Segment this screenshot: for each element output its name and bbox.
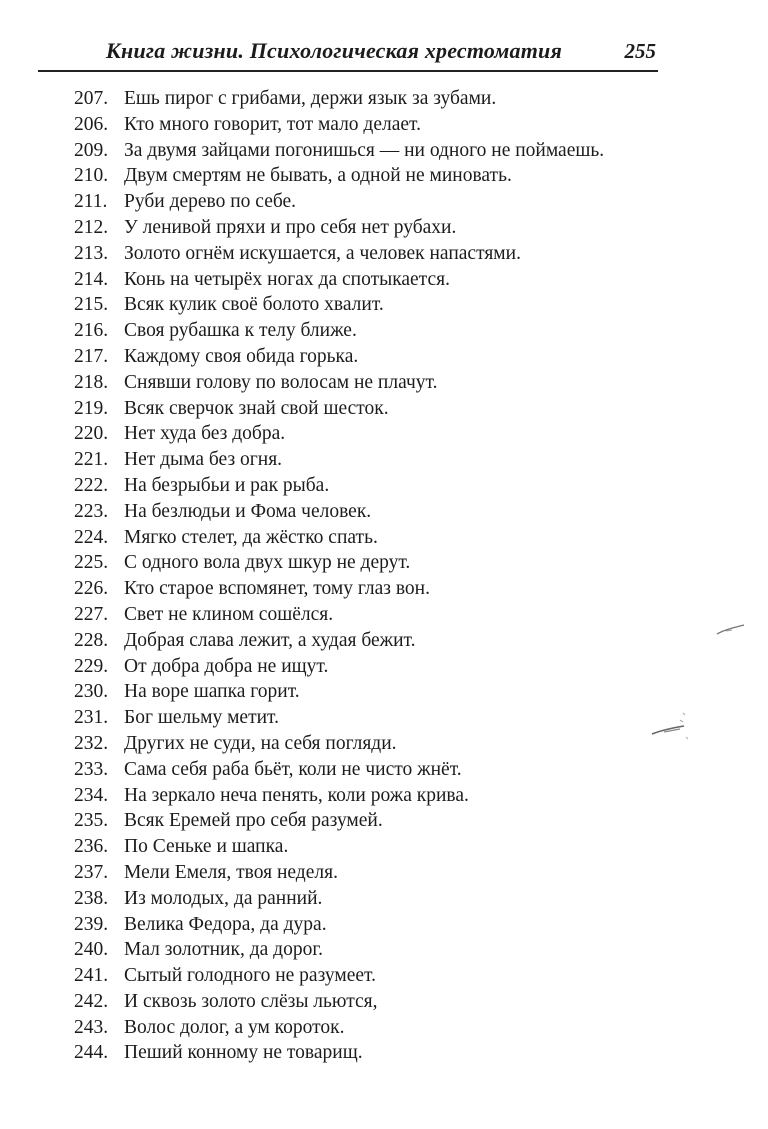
proverb-text: На зеркало неча пенять, коли рожа крива. (124, 784, 469, 806)
proverb-number: 207. (74, 88, 109, 109)
proverb-number: 238. (74, 887, 109, 909)
proverb-text: Свет не клином сошёлся. (124, 603, 334, 625)
proverb-item (74, 731, 694, 757)
proverb-item (74, 318, 694, 344)
proverb-number: 215. (74, 294, 109, 316)
proverb-item (74, 267, 694, 293)
proverb-text: Мал золотник, да дорог. (124, 939, 323, 961)
proverb-item (74, 808, 694, 834)
proverb-text: И сквозь золото слёзы льются, (124, 990, 378, 1012)
proverb-text: Снявши голову по волосам не плачут. (124, 371, 438, 393)
proverb-item (74, 189, 694, 215)
proverb-number: 232. (74, 732, 109, 754)
proverb-number: 235. (74, 810, 109, 832)
proverb-text: Нет худа без добра. (124, 423, 286, 445)
proverb-number: 242. (74, 990, 109, 1012)
running-header (38, 36, 658, 72)
proverb-item (74, 421, 694, 447)
proverb-text: Других не суди, на себя погляди. (124, 732, 397, 754)
proverb-item (74, 654, 694, 680)
proverb-item (74, 860, 694, 886)
proverb-item (74, 215, 694, 241)
proverb-text: Каждому своя обида горька. (124, 345, 359, 367)
proverb-text: Сытый голодного не разумеет. (124, 965, 376, 987)
proverb-number: 210. (74, 165, 109, 187)
proverb-text: Всяк кулик своё болото хвалит. (124, 294, 384, 316)
proverb-item (74, 112, 694, 138)
proverb-text: От добра добра не ищут. (124, 655, 329, 677)
proverb-item (74, 550, 694, 576)
proverb-text: На безрыбьи и рак рыба. (124, 474, 330, 496)
proverb-number: 213. (74, 242, 109, 264)
proverb-item (74, 138, 694, 164)
proverb-item (74, 499, 694, 525)
proverb-number: 243. (74, 1016, 109, 1038)
proverb-item (74, 834, 694, 860)
proverb-text: Своя рубашка к телу ближе. (124, 320, 357, 342)
proverb-text: Конь на четырёх ногах да спотыкается. (124, 268, 450, 290)
proverb-number: 240. (74, 939, 109, 961)
proverb-text: Всяк сверчок знай свой шесток. (124, 397, 389, 419)
proverb-number: 236. (74, 836, 109, 858)
proverb-text: Велика Федора, да дура. (124, 913, 327, 935)
proverb-text: На безлюдьи и Фома человек. (124, 500, 372, 522)
proverb-text: У ленивой пряхи и про себя нет рубахи. (124, 216, 457, 238)
running-title: Книга жизни. Психологическая хрестоматия (105, 38, 562, 63)
proverb-item (74, 370, 694, 396)
proverb-number: 216. (74, 320, 109, 342)
proverb-number: 225. (74, 552, 109, 574)
proverb-number: 244. (74, 1042, 109, 1064)
proverb-text: Добрая слава лежит, а худая бежит. (124, 629, 416, 651)
proverb-item (74, 473, 694, 499)
proverb-item (74, 86, 694, 112)
proverb-number: 223. (74, 500, 109, 522)
proverb-item (74, 963, 694, 989)
proverb-text: Кто много говорит, тот мало делает. (124, 113, 421, 135)
scan-mark-upper (716, 622, 746, 636)
proverb-item (74, 886, 694, 912)
proverb-text: За двумя зайцами погонишься — ни одного не поймаешь. (124, 139, 605, 161)
proverb-item (74, 705, 694, 731)
proverb-item (74, 447, 694, 473)
proverb-item (74, 1040, 694, 1066)
proverb-number: 228. (74, 629, 109, 651)
proverb-item (74, 576, 694, 602)
proverb-text: Бог шельму метит. (124, 707, 279, 729)
proverb-item (74, 989, 694, 1015)
proverb-text: Мягко стелет, да жёстко спать. (124, 526, 378, 548)
proverb-number: 230. (74, 681, 109, 703)
proverb-text: Нет дыма без огня. (124, 449, 283, 471)
proverb-number: 233. (74, 758, 109, 780)
proverb-text: Кто старое вспомянет, тому глаз вон. (124, 578, 430, 600)
proverb-item (74, 783, 694, 809)
proverb-text: По Сеньке и шапка. (124, 836, 289, 858)
proverb-text: Сама себя раба бьёт, коли не чисто жнёт. (124, 758, 462, 780)
proverb-number: 220. (74, 423, 109, 445)
proverb-number: 217. (74, 345, 109, 367)
proverb-number: 224. (74, 526, 109, 548)
proverb-list (74, 86, 694, 1066)
proverb-number: 206. (74, 113, 109, 135)
scan-mark-lower (650, 710, 692, 744)
proverb-text: Двум смертям не бывать, а одной не миновать. (124, 165, 512, 187)
proverb-item (74, 679, 694, 705)
proverb-item (74, 292, 694, 318)
proverb-number: 226. (74, 578, 109, 600)
proverb-text: Волос долог, а ум короток. (124, 1016, 345, 1038)
proverb-item (74, 1015, 694, 1041)
proverb-number: 209. (74, 139, 109, 161)
proverb-text: Пеший конному не товарищ. (124, 1042, 363, 1064)
proverb-number: 221. (74, 449, 109, 471)
proverb-item (74, 937, 694, 963)
proverb-text: С одного вола двух шкур не дерут. (124, 552, 411, 574)
proverb-item (74, 628, 694, 654)
proverb-item (74, 757, 694, 783)
proverb-number: 241. (74, 965, 109, 987)
proverb-number: 229. (74, 655, 109, 677)
proverb-number: 239. (74, 913, 109, 935)
proverb-number: 222. (74, 474, 109, 496)
page-number: 255 (624, 39, 656, 63)
proverb-item (74, 912, 694, 938)
proverb-number: 218. (74, 371, 109, 393)
proverb-text: Всяк Еремей про себя разумей. (124, 810, 383, 832)
proverb-item (74, 163, 694, 189)
proverb-item (74, 241, 694, 267)
proverb-item (74, 602, 694, 628)
proverb-number: 227. (74, 603, 109, 625)
proverb-item (74, 344, 694, 370)
proverb-number: 214. (74, 268, 109, 290)
proverb-text: Ешь пирог с грибами, держи язык за зубами. (124, 88, 497, 109)
proverb-text: Из молодых, да ранний. (124, 887, 323, 909)
proverb-number: 237. (74, 861, 109, 883)
proverb-text: Руби дерево по себе. (124, 191, 297, 213)
proverb-number: 212. (74, 216, 109, 238)
proverb-number: 219. (74, 397, 109, 419)
proverb-text: Мели Емеля, твоя неделя. (124, 861, 338, 883)
proverb-text: Золото огнём искушается, а человек напастями. (124, 242, 521, 264)
proverb-number: 234. (74, 784, 109, 806)
proverb-number: 231. (74, 707, 109, 729)
proverb-number: 211. (74, 191, 108, 213)
proverb-item (74, 396, 694, 422)
proverb-item (74, 525, 694, 551)
proverb-text: На воре шапка горит. (124, 681, 300, 703)
